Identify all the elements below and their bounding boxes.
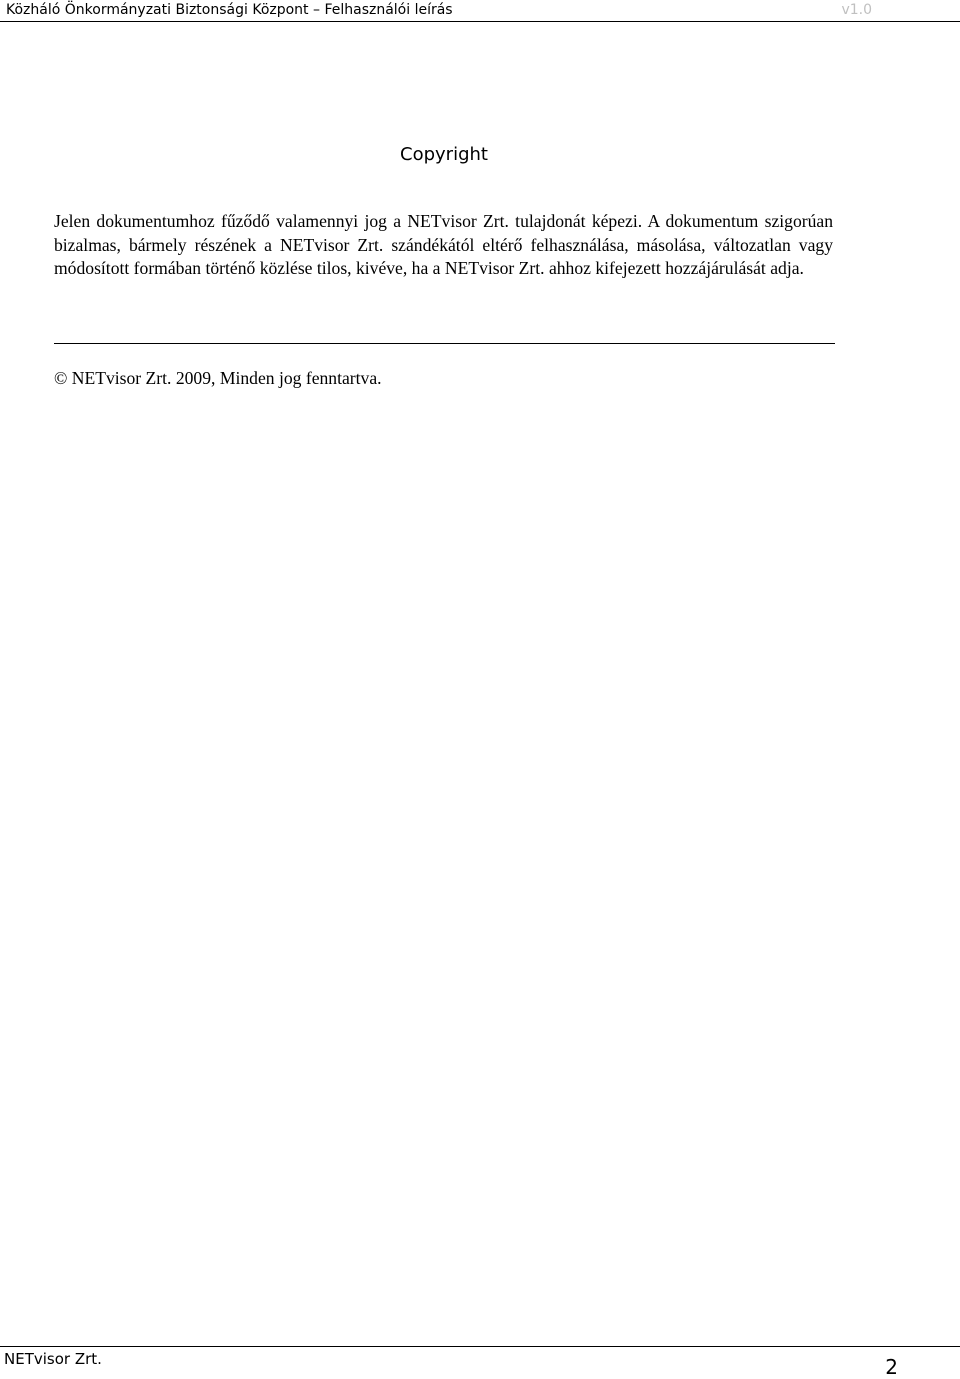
document-title: Közháló Önkormányzati Biztonsági Központ – Felhasználói leírás — [6, 2, 453, 18]
header-divider — [0, 21, 960, 22]
page-number: 2 — [885, 1355, 898, 1379]
footer-company-name: NETvisor Zrt. — [4, 1350, 102, 1368]
notice-divider — [54, 343, 835, 344]
version-label: v1.0 — [841, 2, 872, 18]
copyright-paragraph: Jelen dokumentumhoz fűződő valamennyi jog a NETvisor Zrt. tulajdonát képezi. A dokumentum szigorúan bizalmas, bármely részének a NETvisor Zrt. szándékától eltérő felhasználása, másolása, változatlan vagy módosított formában történő közlése tilos, kivéve, ha a NETvisor Zrt. ahhoz kifejezett hozzájárulását adja. — [54, 211, 833, 278]
footer-divider — [0, 1346, 960, 1347]
copyright-notice: © NETvisor Zrt. 2009, Minden jog fenntartva. — [54, 368, 382, 388]
section-heading: Copyright — [400, 144, 488, 165]
